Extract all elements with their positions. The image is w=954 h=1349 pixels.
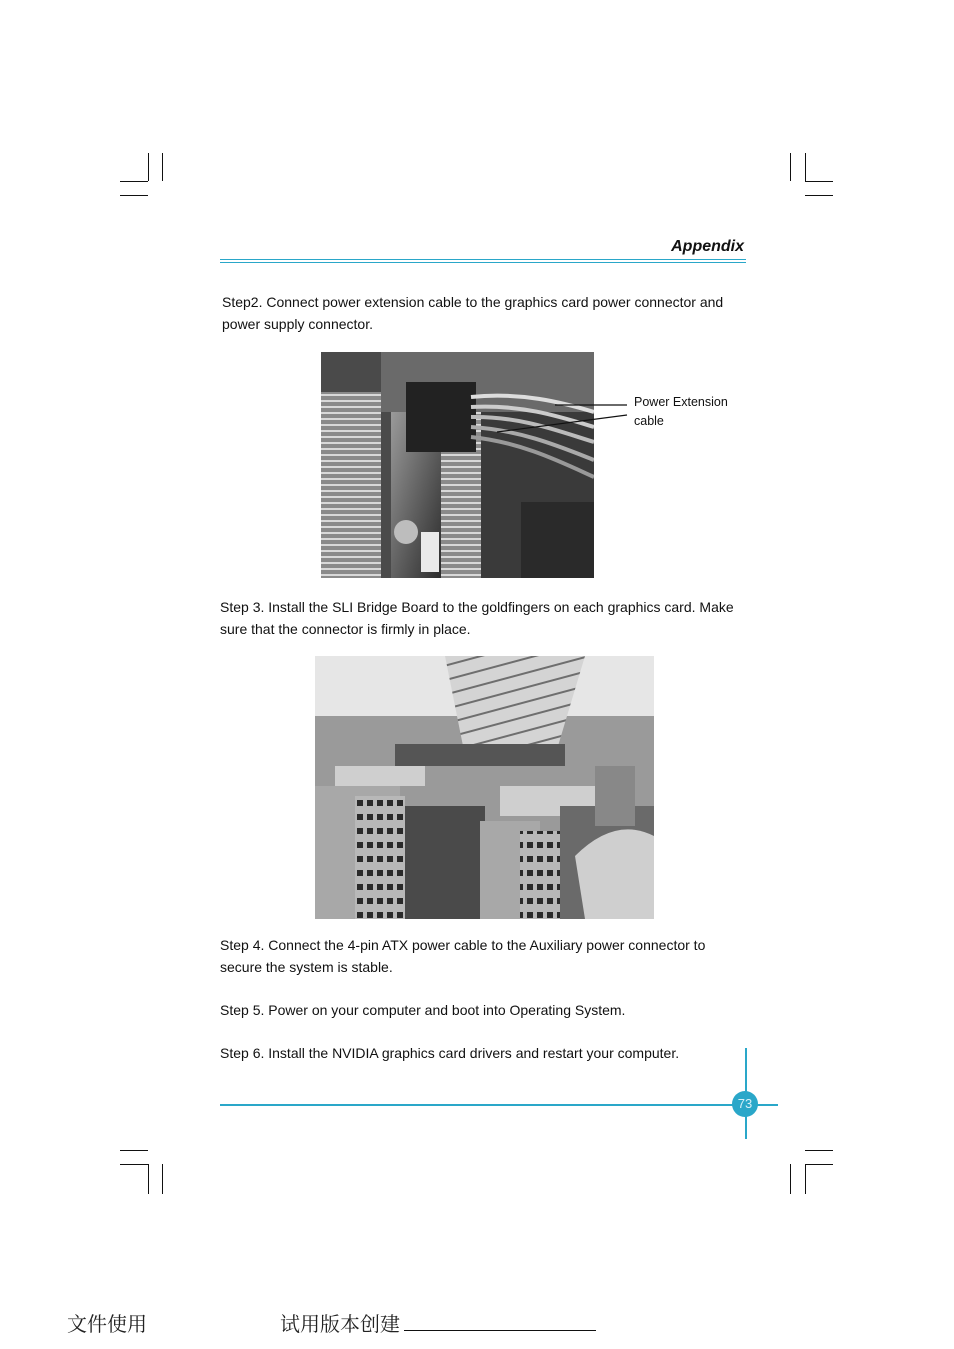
section-title: Appendix (671, 238, 744, 255)
step-3-text: Step 3. Install the SLI Bridge Board to the goldfingers on each graphics card. Make sure that the connector is firmly in place. (220, 599, 734, 637)
page-number: 73 (732, 1091, 758, 1117)
step-5-text: Step 5. Power on your computer and boot into Operating System. (220, 1002, 626, 1018)
step-2-text: Step2. Connect power extension cable to the graphics card power connector and power supply connector. (222, 294, 724, 332)
sli-bridge-photo (315, 656, 654, 919)
watermark-right: 试用版本创建 (280, 1312, 400, 1336)
step-4-text: Step 4. Connect the 4-pin ATX power cable to the Auxiliary power connector to secure the system is stable. (220, 937, 706, 975)
watermark-underline (404, 1330, 596, 1331)
callout-line-2: cable (634, 414, 664, 428)
callout-label (634, 393, 728, 431)
callout-line-1: Power Extension (634, 395, 728, 409)
watermark-left: 文件使用 (67, 1312, 147, 1336)
footer-rule (220, 1104, 778, 1106)
step-6-text: Step 6. Install the NVIDIA graphics card drivers and restart your computer. (220, 1045, 680, 1061)
